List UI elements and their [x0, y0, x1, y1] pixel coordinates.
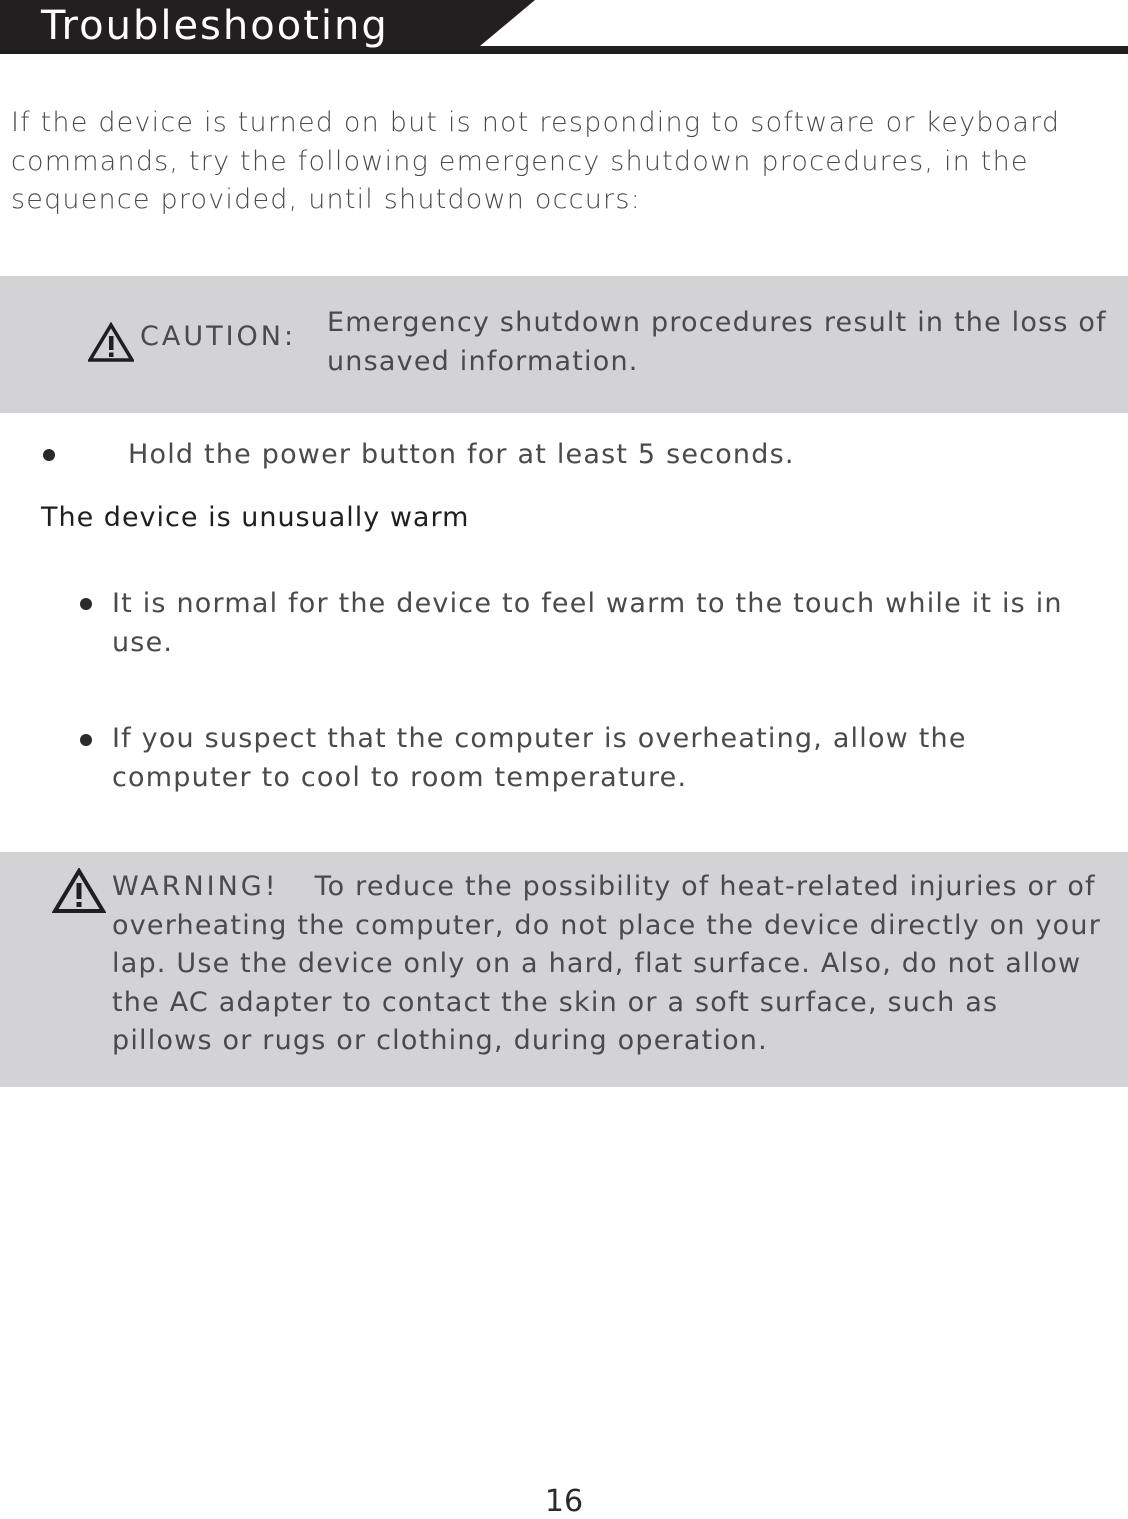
shutdown-step: Hold the power button for at least 5 seconds.	[128, 439, 795, 470]
section-heading-warm: The device is unusually warm	[41, 502, 470, 533]
warning-triangle-icon	[88, 322, 134, 366]
bullet-icon	[80, 598, 92, 610]
intro-paragraph: If the device is turned on but is not responding to software or keyboard commands, try the following emergency shutdown procedures, in the sequence provided, until shutdown occurs:	[11, 107, 1061, 215]
warm-item: It is normal for the device to feel warm to the touch while it is in use.	[112, 588, 1063, 658]
warning-triangle-icon	[52, 868, 106, 918]
warning-paragraph	[112, 868, 1102, 1061]
warning-label: WARNING!	[112, 871, 279, 902]
caution-text: Emergency shutdown procedures result in the loss of unsaved information.	[327, 307, 1107, 377]
page-number: 16	[544, 1484, 584, 1519]
page-title: Troubleshooting	[41, 3, 389, 49]
bullet-icon	[80, 734, 92, 746]
warm-item: If you suspect that the computer is overheating, allow the computer to cool to room temperature.	[112, 723, 967, 793]
caution-label: CAUTION:	[140, 321, 297, 352]
warning-text: To reduce the possibility of heat-related injuries or of overheating the computer, do not place the device directly on your lap. Use the device only on a hard, flat surface. Also, do not allow the AC adapter to contact the skin or a soft surface, such as pillows or rugs or clothing, during operation.	[112, 871, 1101, 1056]
section-header	[0, 0, 1128, 54]
bullet-icon	[43, 449, 55, 461]
